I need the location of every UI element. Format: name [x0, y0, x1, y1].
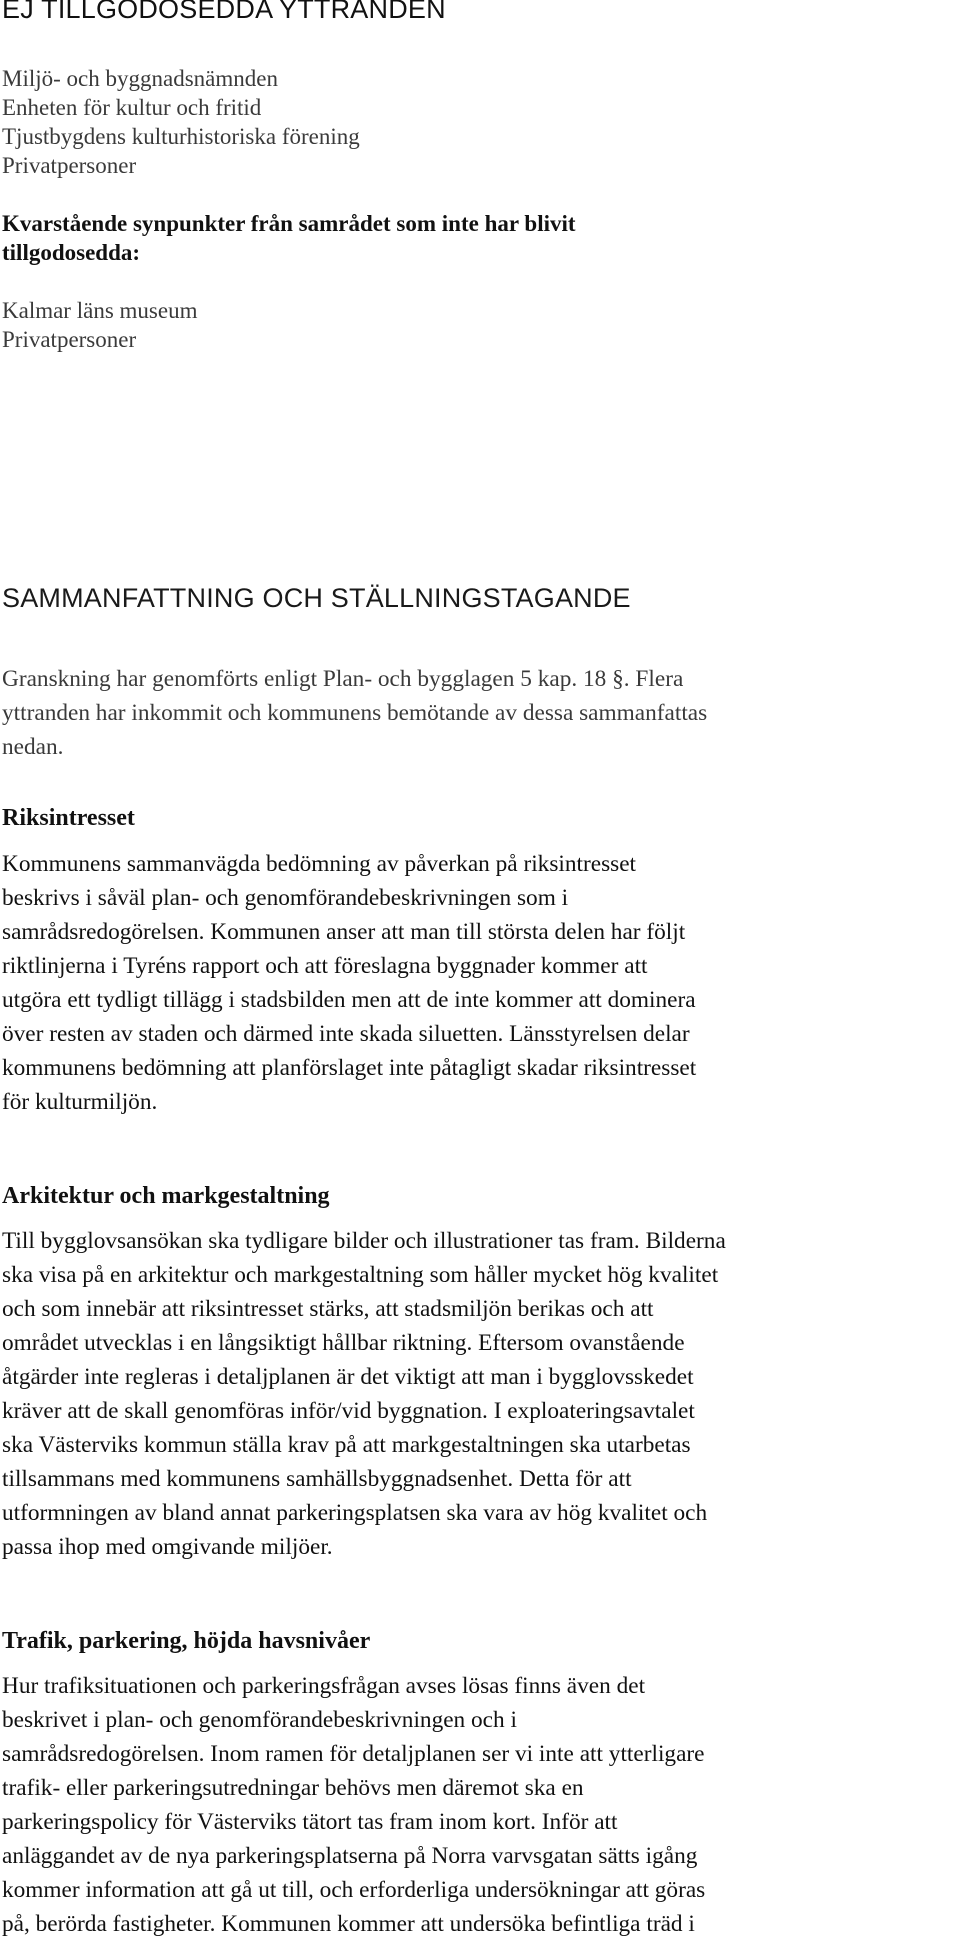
section-body-arkitektur: [2, 1224, 954, 1564]
paragraph-line: på, berörda fastigheter. Kommunen kommer att undersöka befintliga träd i: [2, 1911, 695, 1937]
paragraph-line: Till bygglovsansökan ska tydligare bilder och illustrationer tas fram. Bilderna: [2, 1228, 726, 1254]
summary-heading: SAMMANFATTNING OCH STÄLLNINGSTAGANDE: [2, 583, 631, 613]
paragraph-line: kommer information att gå ut till, och erforderliga undersökningar att göras: [2, 1877, 706, 1903]
paragraph-line: kräver att de skall genomföras inför/vid byggnation. I exploateringsavtalet: [2, 1398, 695, 1424]
list-item: Kalmar läns museum: [2, 298, 198, 323]
paragraph-line: samrådsredogörelsen. Kommunen anser att man till största delen har följt: [2, 919, 686, 945]
list-item: Miljö- och byggnadsnämnden: [2, 66, 278, 91]
paragraph-line: utformningen av bland annat parkeringsplatsen ska vara av hög kvalitet och: [2, 1500, 708, 1526]
paragraph-line: riktlinjerna i Tyréns rapport och att föreslagna byggnader kommer att: [2, 953, 648, 979]
paragraph-line: nedan.: [2, 734, 64, 760]
paragraph-line: och som innebär att riksintresset stärks, att stadsmiljön berikas och att: [2, 1296, 654, 1322]
paragraph-line: området utvecklas i en långsiktigt hållbar riktning. Eftersom ovanstående: [2, 1330, 685, 1356]
paragraph-line: parkeringspolicy för Västerviks tätort tas fram inom kort. Inför att: [2, 1809, 618, 1835]
section-body-riksintresset: [2, 847, 954, 1119]
paragraph-line: tillsammans med kommunens samhällsbyggnadsenhet. Detta för att: [2, 1466, 632, 1492]
paragraph-line: Kommunens sammanvägda bedömning av påverkan på riksintresset: [2, 851, 637, 877]
paragraph-line: trafik- eller parkeringsutredningar behövs men däremot ska en: [2, 1775, 584, 1801]
list-item: Enheten för kultur och fritid: [2, 95, 262, 120]
paragraph-line: över resten av staden och därmed inte skada siluetten. Länsstyrelsen delar: [2, 1021, 690, 1047]
paragraph-line: ska visa på en arkitektur och markgestaltning som håller mycket hög kvalitet: [2, 1262, 719, 1288]
paragraph-line: samrådsredogörelsen. Inom ramen för detaljplanen ser vi inte att ytterligare: [2, 1741, 705, 1767]
list-item: Privatpersoner: [2, 327, 137, 352]
list-item: Privatpersoner: [2, 153, 137, 178]
unsatisfied-statements-heading: EJ TILLGODOSEDDA YTTRANDEN: [2, 0, 446, 24]
paragraph-line: Granskning har genomförts enligt Plan- och bygglagen 5 kap. 18 §. Flera: [2, 666, 684, 692]
section-title-trafik: Trafik, parkering, höjda havsnivåer: [2, 1628, 371, 1654]
list-item: Tjustbygdens kulturhistoriska förening: [2, 124, 360, 149]
paragraph-line: beskrivs i såväl plan- och genomförandebeskrivningen som i: [2, 885, 569, 911]
paragraph-line: passa ihop med omgivande miljöer.: [2, 1534, 333, 1560]
paragraph-line: yttranden har inkommit och kommunens bemötande av dessa sammanfattas: [2, 700, 708, 726]
paragraph-line: åtgärder inte regleras i detaljplanen är det viktigt att man i bygglovsskedet: [2, 1364, 694, 1390]
paragraph-line: ska Västerviks kommun ställa krav på att markgestaltningen ska utarbetas: [2, 1432, 691, 1458]
section-title-arkitektur: Arkitektur och markgestaltning: [2, 1183, 330, 1209]
paragraph-line: Hur trafiksituationen och parkeringsfrågan avses lösas finns även det: [2, 1673, 646, 1699]
paragraph-line: för kulturmiljön.: [2, 1089, 158, 1115]
paragraph-line: utgöra ett tydligt tillägg i stadsbilden men att de inte kommer att dominera: [2, 987, 696, 1013]
paragraph-line: beskrivet i plan- och genomförandebeskrivningen och i: [2, 1707, 517, 1733]
section-body-trafik: [2, 1669, 954, 1941]
summary-intro: [2, 662, 954, 764]
heading-line: tillgodosedda:: [2, 240, 141, 265]
heading-line: Kvarstående synpunkter från samrådet som inte har blivit: [2, 211, 576, 236]
paragraph-line: anläggandet av de nya parkeringsplatserna på Norra varvsgatan sätts igång: [2, 1843, 698, 1869]
section-title-riksintresset: Riksintresset: [2, 805, 135, 831]
paragraph-line: kommunens bedömning att planförslaget inte påtagligt skadar riksintresset: [2, 1055, 697, 1081]
